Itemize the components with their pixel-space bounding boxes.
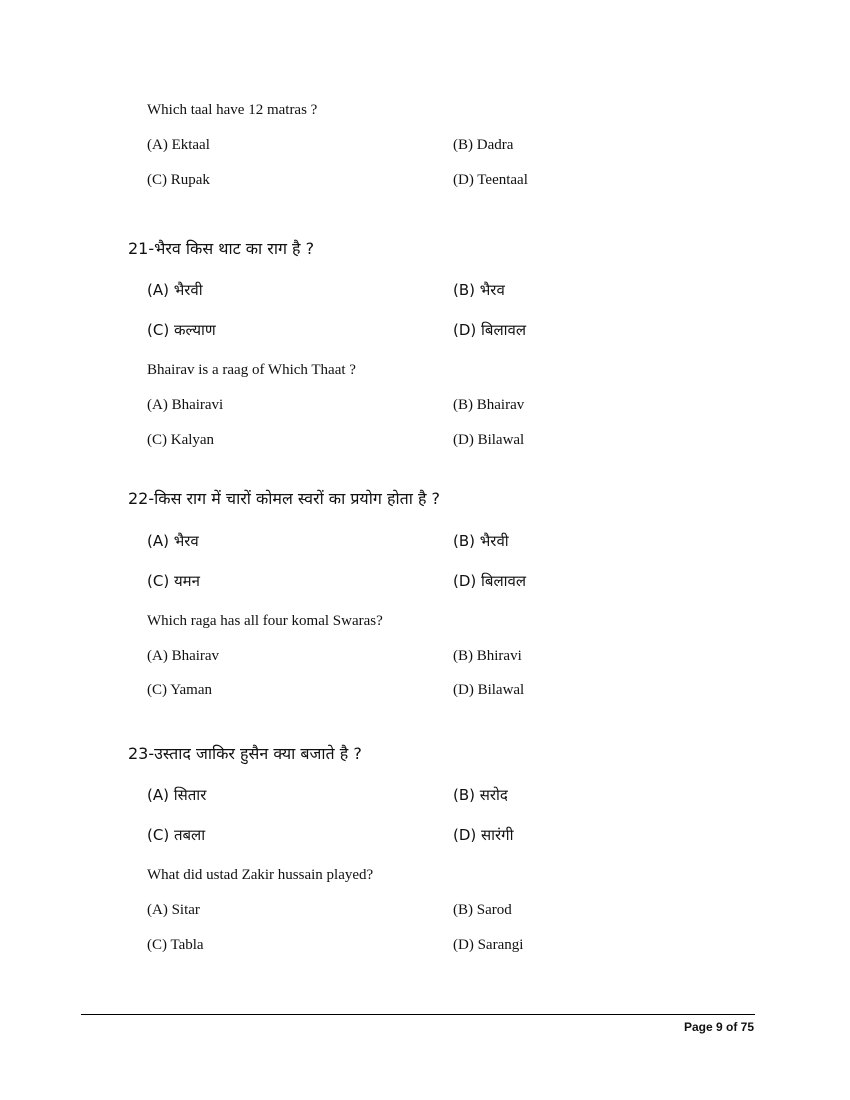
question-23-hindi-option-a: (A) सितार: [147, 786, 207, 804]
question-21-hindi-option-c: (C) कल्याण: [147, 321, 216, 339]
question-20-option-c: (C) Rupak: [147, 172, 210, 188]
question-21-hindi-text: 21-भैरव किस थाट का राग है ?: [128, 239, 315, 258]
page-number: Page 9 of 75: [683, 1020, 754, 1034]
question-21-hindi-option-a: (A) भैरवी: [147, 281, 203, 299]
question-20-english-text: Which taal have 12 matras ?: [147, 102, 318, 118]
question-20-option-a: (A) Ektaal: [147, 137, 210, 153]
question-22-english-text: Which raga has all four komal Swaras?: [147, 613, 383, 629]
question-23-hindi-text: 23-उस्ताद जाकिर हुसैन क्या बजाते है ?: [128, 744, 362, 763]
question-20-option-b: (B) Dadra: [453, 137, 514, 153]
question-21-english-text: Bhairav is a raag of Which Thaat ?: [147, 362, 356, 378]
question-20-option-d: (D) Teentaal: [453, 172, 528, 188]
question-23-hindi-option-d: (D) सारंगी: [453, 826, 514, 844]
question-23-english-option-d: (D) Sarangi: [453, 937, 524, 953]
footer-divider: [81, 1014, 755, 1015]
question-21-english-option-c: (C) Kalyan: [147, 432, 215, 448]
question-22-hindi-text: 22-किस राग में चारों कोमल स्वरों का प्रयोग होता है ?: [128, 489, 441, 508]
question-22-hindi-option-a: (A) भैरव: [147, 532, 199, 550]
question-23-english-option-a: (A) Sitar: [147, 902, 200, 918]
question-21-english-option-d: (D) Bilawal: [453, 432, 525, 448]
question-22-english-option-b: (B) Bhiravi: [453, 648, 522, 664]
question-23-english-option-c: (C) Tabla: [147, 937, 204, 953]
question-21-english-option-a: (A) Bhairavi: [147, 397, 224, 413]
question-22-hindi-option-d: (D) बिलावल: [453, 572, 527, 590]
question-21-hindi-option-b: (B) भैरव: [453, 281, 505, 299]
question-22-english-option-c: (C) Yaman: [147, 682, 213, 698]
question-23-hindi-option-c: (C) तबला: [147, 826, 206, 844]
question-22-english-option-d: (D) Bilawal: [453, 682, 525, 698]
question-23-hindi-option-b: (B) सरोद: [453, 786, 508, 804]
question-22-english-option-a: (A) Bhairav: [147, 648, 220, 664]
question-21-hindi-option-d: (D) बिलावल: [453, 321, 527, 339]
question-22-hindi-option-c: (C) यमन: [147, 572, 200, 590]
question-21-english-option-b: (B) Bhairav: [453, 397, 525, 413]
question-23-english-text: What did ustad Zakir hussain played?: [147, 867, 374, 883]
question-22-hindi-option-b: (B) भैरवी: [453, 532, 509, 550]
question-23-english-option-b: (B) Sarod: [453, 902, 512, 918]
